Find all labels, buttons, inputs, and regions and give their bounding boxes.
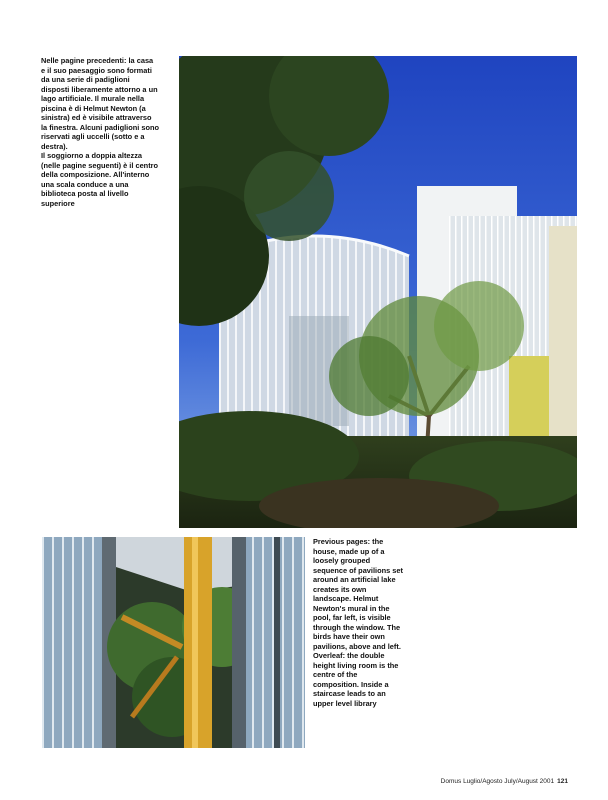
caption-english-lead: Previous pages: [313, 537, 371, 546]
caption-english-body: the house, made up of a loosely grouped sequence of pavilions set around an artificial lake creates its own landscape. Helmut Newton's mural in the pool, far left, is visible through the window. The birds have their own pavilions, above and left. Overleaf: the double height living room is the centre of the composition. Inside a staircase leads to an upper level library [313, 537, 403, 708]
page-footer [441, 778, 568, 785]
caption-italian [41, 56, 159, 208]
caption-italian-continuation: Il soggiorno a doppia altezza (nelle pagine seguenti) è il centro della composizione. All'interno una scala conduce a una biblioteca posta al livello superiore [41, 151, 159, 208]
footer-publication: Domus Luglio/Agosto July/August 2001 [440, 778, 555, 785]
main-photo [179, 56, 577, 528]
interior-photo [42, 537, 305, 748]
caption-italian-body: la casa e il suo paesaggio sono formati da una serie di padiglioni disposti liberamente attorno a un lago artificiale. Il murale nella piscina è di Helmut Newton (a sinistra) ed è visibile attraverso la finestra. Alcuni padiglioni sono riservati agli uccelli (sotto e a destra). [41, 56, 159, 151]
caption-italian-lead: Nelle pagine precedenti: [41, 56, 127, 65]
page-number: 121 [557, 778, 568, 785]
caption-english [313, 537, 405, 708]
